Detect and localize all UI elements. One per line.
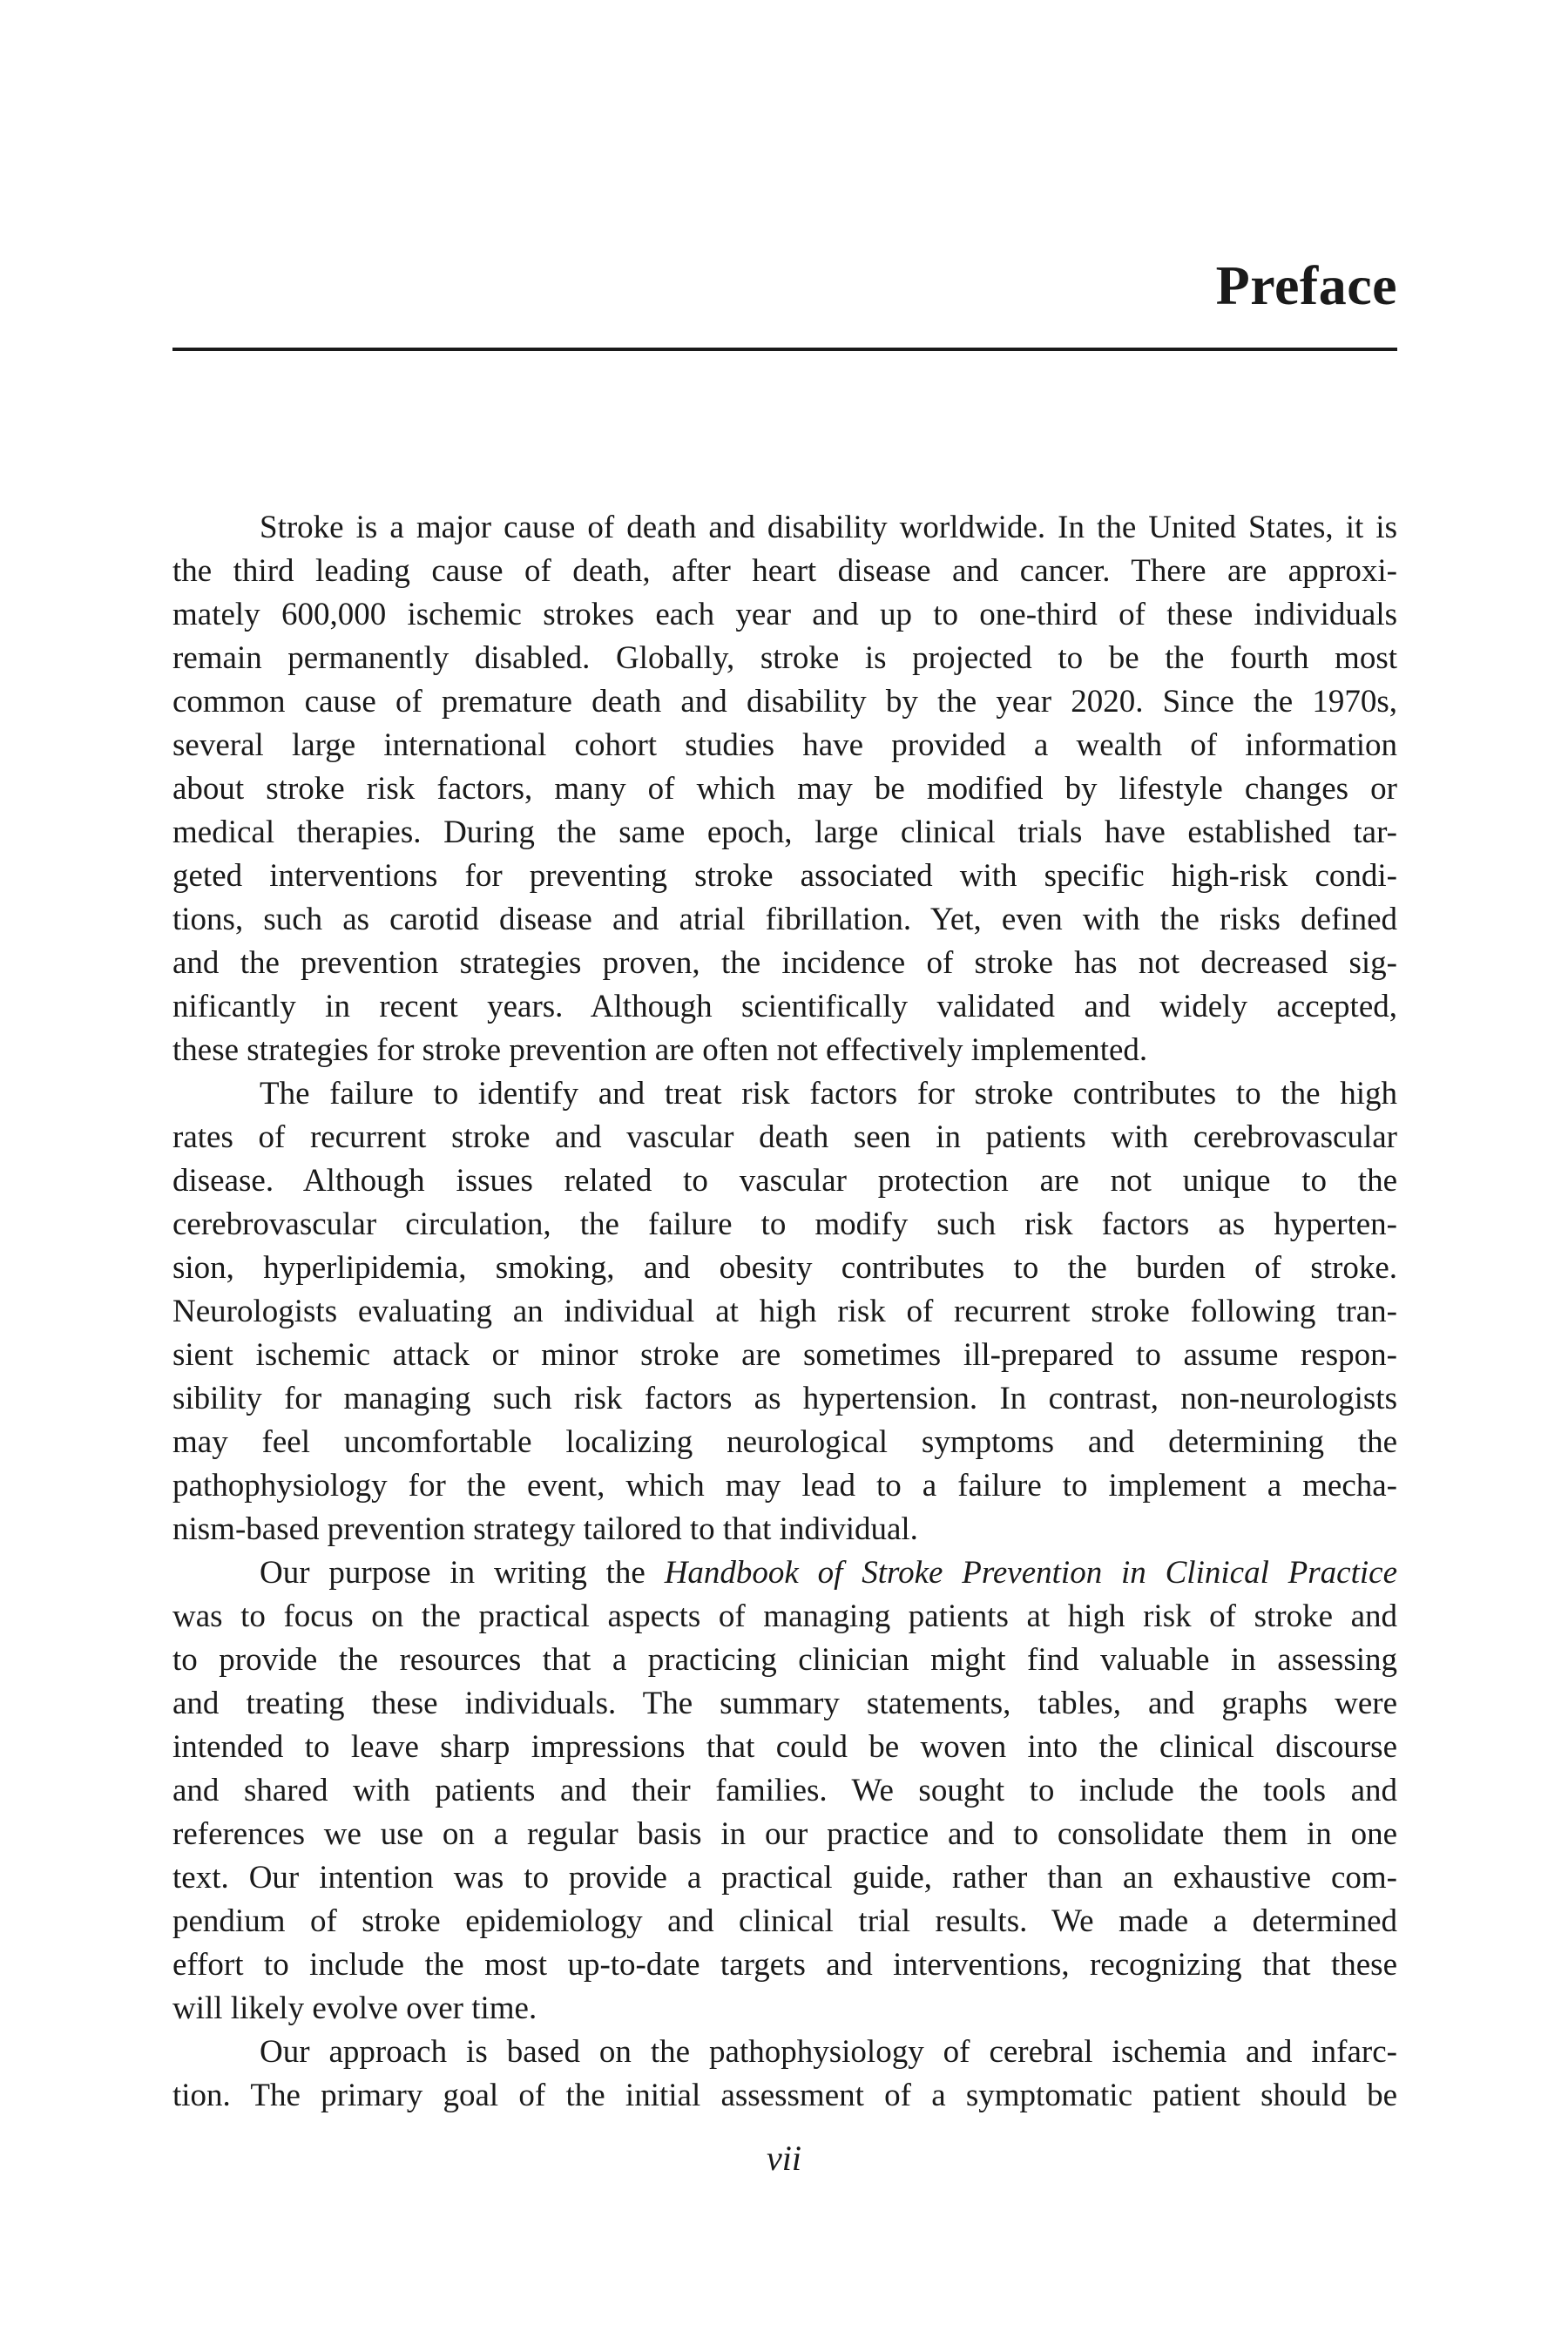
text-line: nificantly in recent years. Although scientifically validated and widely accepted, [172, 989, 1397, 1024]
text-line: rates of recurrent stroke and vascular death seen in patients with cerebrovascular [172, 1119, 1397, 1155]
text-line: The failure to identify and treat risk factors for stroke contributes to the high [260, 1076, 1397, 1112]
text-line: disease. Although issues related to vascular protection are not unique to the [172, 1163, 1397, 1199]
text-line: mately 600,000 ischemic strokes each year and up to one-third of these individuals [172, 597, 1397, 632]
title-rule [172, 348, 1397, 351]
text-line: references we use on a regular basis in our practice and to consolidate them in one [172, 1816, 1397, 1852]
text-run: Our purpose in writing the [260, 1555, 665, 1591]
text-line: Stroke is a major cause of death and disability worldwide. In the United States, it is [260, 510, 1397, 545]
text-line: may feel uncomfortable localizing neurological symptoms and determining the [172, 1424, 1397, 1460]
text-line: and treating these individuals. The summary statements, tables, and graphs were [172, 1686, 1397, 1721]
paragraph [172, 2031, 1397, 2118]
text-line: tions, such as carotid disease and atrial fibrillation. Yet, even with the risks defined [172, 902, 1397, 937]
text-line: these strategies for stroke prevention are often not effectively implemented. [172, 1032, 1148, 1068]
text-line: Neurologists evaluating an individual at high risk of recurrent stroke following tran- [172, 1294, 1397, 1329]
text-line: medical therapies. During the same epoch, large clinical trials have established tar- [172, 814, 1397, 850]
text-line: remain permanently disabled. Globally, stroke is projected to be the fourth most [172, 640, 1397, 676]
text-line: nism-based prevention strategy tailored to that individual. [172, 1511, 918, 1547]
text-line: pendium of stroke epidemiology and clinical trial results. We made a determined [172, 1903, 1397, 1939]
text-line: text. Our intention was to provide a practical guide, rather than an exhaustive com- [172, 1860, 1397, 1896]
page-title: Preface [1215, 254, 1397, 316]
text-line [172, 1551, 1397, 1595]
text-line: pathophysiology for the event, which may lead to a failure to implement a mecha- [172, 1468, 1397, 1504]
paragraph [172, 1551, 1397, 2031]
text-line: and the prevention strategies proven, the incidence of stroke has not decreased sig- [172, 945, 1397, 981]
page-number: vii [767, 2139, 801, 2178]
text-line: effort to include the most up-to-date targets and interventions, recognizing that these [172, 1947, 1397, 1983]
text-line: common cause of premature death and disability by the year 2020. Since the 1970s, [172, 684, 1397, 720]
text-line: was to focus on the practical aspects of managing patients at high risk of stroke and [172, 1598, 1397, 1634]
body-text [172, 506, 1397, 2118]
text-line: to provide the resources that a practicing clinician might find valuable in assessing [172, 1642, 1397, 1678]
paragraph [172, 506, 1397, 1072]
text-line: the third leading cause of death, after heart disease and cancer. There are approxi- [172, 553, 1397, 589]
text-line: sient ischemic attack or minor stroke are sometimes ill-prepared to assume respon- [172, 1337, 1397, 1373]
text-line: will likely evolve over time. [172, 1990, 537, 2026]
text-line: tion. The primary goal of the initial assessment of a symptomatic patient should be [172, 2078, 1397, 2113]
text-line: Our approach is based on the pathophysiology of cerebral ischemia and infarc- [260, 2034, 1397, 2070]
text-line: and shared with patients and their families. We sought to include the tools and [172, 1773, 1397, 1808]
text-line: about stroke risk factors, many of which may be modified by lifestyle changes or [172, 771, 1397, 807]
text-line: intended to leave sharp impressions that could be woven into the clinical discourse [172, 1729, 1397, 1765]
text-line: cerebrovascular circulation, the failure to modify such risk factors as hyperten- [172, 1206, 1397, 1242]
book-title: Handbook of Stroke Prevention in Clinical Practice [664, 1555, 1397, 1591]
text-line: sibility for managing such risk factors as hypertension. In contrast, non-neurologists [172, 1381, 1397, 1416]
text-line: several large international cohort studies have provided a wealth of information [172, 727, 1397, 763]
paragraph [172, 1072, 1397, 1551]
text-line: geted interventions for preventing stroke associated with specific high-risk condi- [172, 858, 1397, 894]
text-line: sion, hyperlipidemia, smoking, and obesity contributes to the burden of stroke. [172, 1250, 1397, 1286]
